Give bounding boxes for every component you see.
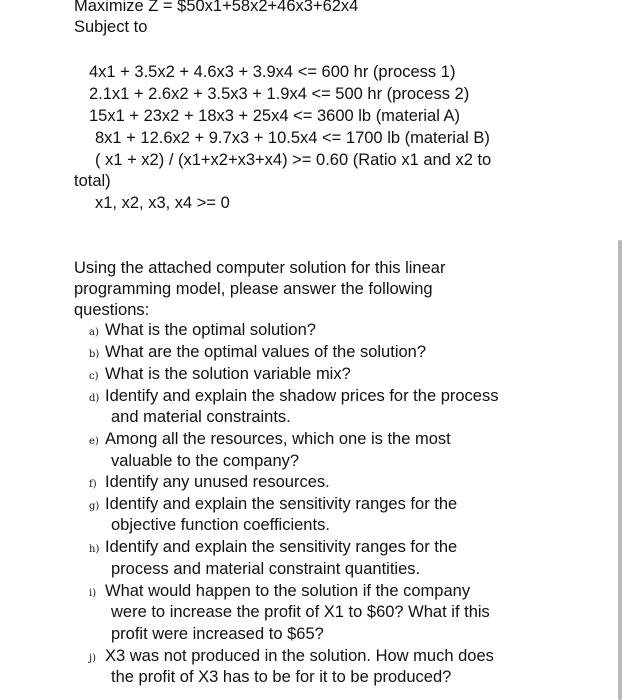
question-marker: d) [89, 393, 100, 404]
question-text: What are the optimal values of the solution? [105, 343, 427, 361]
question-e [89, 429, 451, 452]
question-marker: g) [89, 501, 100, 512]
question-f [89, 472, 330, 495]
question-g-continued: objective function coefficients. [111, 516, 330, 534]
question-marker: j) [89, 653, 97, 664]
intro-line-2: programming model, please answer the following [74, 280, 433, 298]
question-marker: f) [89, 479, 97, 490]
question-marker: i) [89, 588, 97, 599]
question-text: What is the solution variable mix? [105, 365, 351, 383]
question-h-continued: process and material constraint quantities. [111, 560, 421, 578]
question-text: Identify and explain the shadow prices for the process [105, 387, 499, 405]
question-h [89, 537, 457, 560]
constraint-nonnegativity: x1, x2, x3, x4 >= 0 [95, 194, 230, 212]
intro-line-1: Using the attached computer solution for this linear [74, 259, 446, 277]
question-d-continued: and material constraints. [111, 408, 291, 426]
question-b [89, 342, 426, 365]
constraint-material-a: 15x1 + 23x2 + 18x3 + 25x4 <= 3600 lb (material A) [89, 107, 461, 125]
intro-line-3: questions: [74, 301, 150, 319]
question-i-continued-1: were to increase the profit of X1 to $60? What if this [111, 603, 490, 621]
question-text: Identify and explain the sensitivity ranges for the [105, 538, 458, 556]
question-i [89, 581, 470, 604]
constraint-material-b: 8x1 + 12.6x2 + 9.7x3 + 10.5x4 <= 1700 lb (material B) [95, 129, 490, 147]
question-g [89, 494, 457, 517]
question-text: What would happen to the solution if the company [105, 582, 471, 600]
question-i-continued-2: profit were increased to $65? [111, 625, 324, 643]
vertical-scrollbar[interactable] [618, 240, 622, 700]
question-marker: b) [89, 349, 100, 360]
question-c [89, 364, 351, 387]
question-marker: a) [89, 327, 99, 338]
question-text: Identify and explain the sensitivity ranges for the [105, 495, 458, 513]
question-marker: c) [89, 371, 99, 382]
constraint-ratio: ( x1 + x2) / (x1+x2+x3+x4) >= 0.60 (Ratio x1 and x2 to [95, 151, 492, 169]
question-marker: h) [89, 544, 100, 555]
question-text: X3 was not produced in the solution. How much does [105, 647, 494, 665]
question-e-continued: valuable to the company? [111, 452, 300, 470]
subject-to-label: Subject to [74, 18, 148, 36]
question-j [89, 646, 494, 669]
question-marker: e) [89, 436, 99, 447]
question-a [89, 320, 316, 343]
constraint-ratio-continued: total) [74, 172, 111, 190]
question-j-continued: the profit of X3 has to be for it to be produced? [111, 668, 452, 686]
objective-function: Maximize Z = $50x1+58x2+46x3+62x4 [74, 0, 359, 15]
question-text: Identify any unused resources. [105, 473, 330, 491]
constraint-process-1: 4x1 + 3.5x2 + 4.6x3 + 3.9x4 <= 600 hr (process 1) [89, 63, 456, 81]
constraint-process-2: 2.1x1 + 2.6x2 + 3.5x3 + 1.9x4 <= 500 hr (process 2) [89, 85, 470, 103]
question-text: Among all the resources, which one is the most [105, 430, 451, 448]
question-d [89, 386, 498, 409]
question-text: What is the optimal solution? [105, 321, 316, 339]
